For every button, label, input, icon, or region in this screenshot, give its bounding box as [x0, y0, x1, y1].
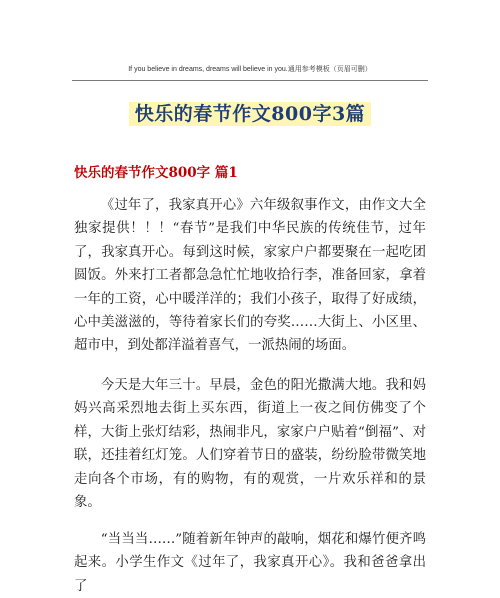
- header-divider: [72, 80, 428, 81]
- paragraph-1: [74, 194, 426, 358]
- paragraph-2: [74, 374, 426, 514]
- page-header: If you believe in dreams, dreams will believe in you.通用参考模板（页眉可删）: [128, 66, 372, 73]
- paragraph-3: [74, 528, 426, 598]
- document-title-text: 快乐的春节作文800字3篇: [129, 102, 371, 126]
- section-heading: 快乐的春节作文800字 篇1: [74, 165, 238, 181]
- paragraph-3-text: “当当当……”随着新年钟声的敲响，烟花和爆竹便齐鸣起来。小学生作文《过年了，我家真开心》。我和爸爸拿出了: [74, 532, 426, 594]
- paragraph-1-text: 《过年了，我家真开心》六年级叙事作文，由作文大全独家提供！！！“春节”是我们中华民族的传统佳节，过年了，我家真开心。每到这时候，家家户户都要聚在一起吃团圆饭。外来打工者都急急忙忙地收拾行李，准备回家，拿着一年的工资，心中暖洋洋的；我们小孩子，取得了好成绩，心中美滋滋的，等待着家长们的夸奖……大街上、小区里、超市中，到处都洋溢着喜气，一派热闹的场面。: [74, 198, 426, 354]
- paragraph-2-text: 今天是大年三十。早晨，金色的阳光撒满大地。我和妈妈兴高采烈地去街上买东西，街道上一夜之间仿佛变了个样，大街上张灯结彩，热闹非凡，家家户户贴着“倒福”、对联，还挂着红灯笼。人们穿着节日的盛装，纷纷脸带微笑地走向各个市场，有的购物，有的观赏，一片欢乐祥和的景象。: [74, 378, 426, 511]
- document-title: [0, 99, 500, 126]
